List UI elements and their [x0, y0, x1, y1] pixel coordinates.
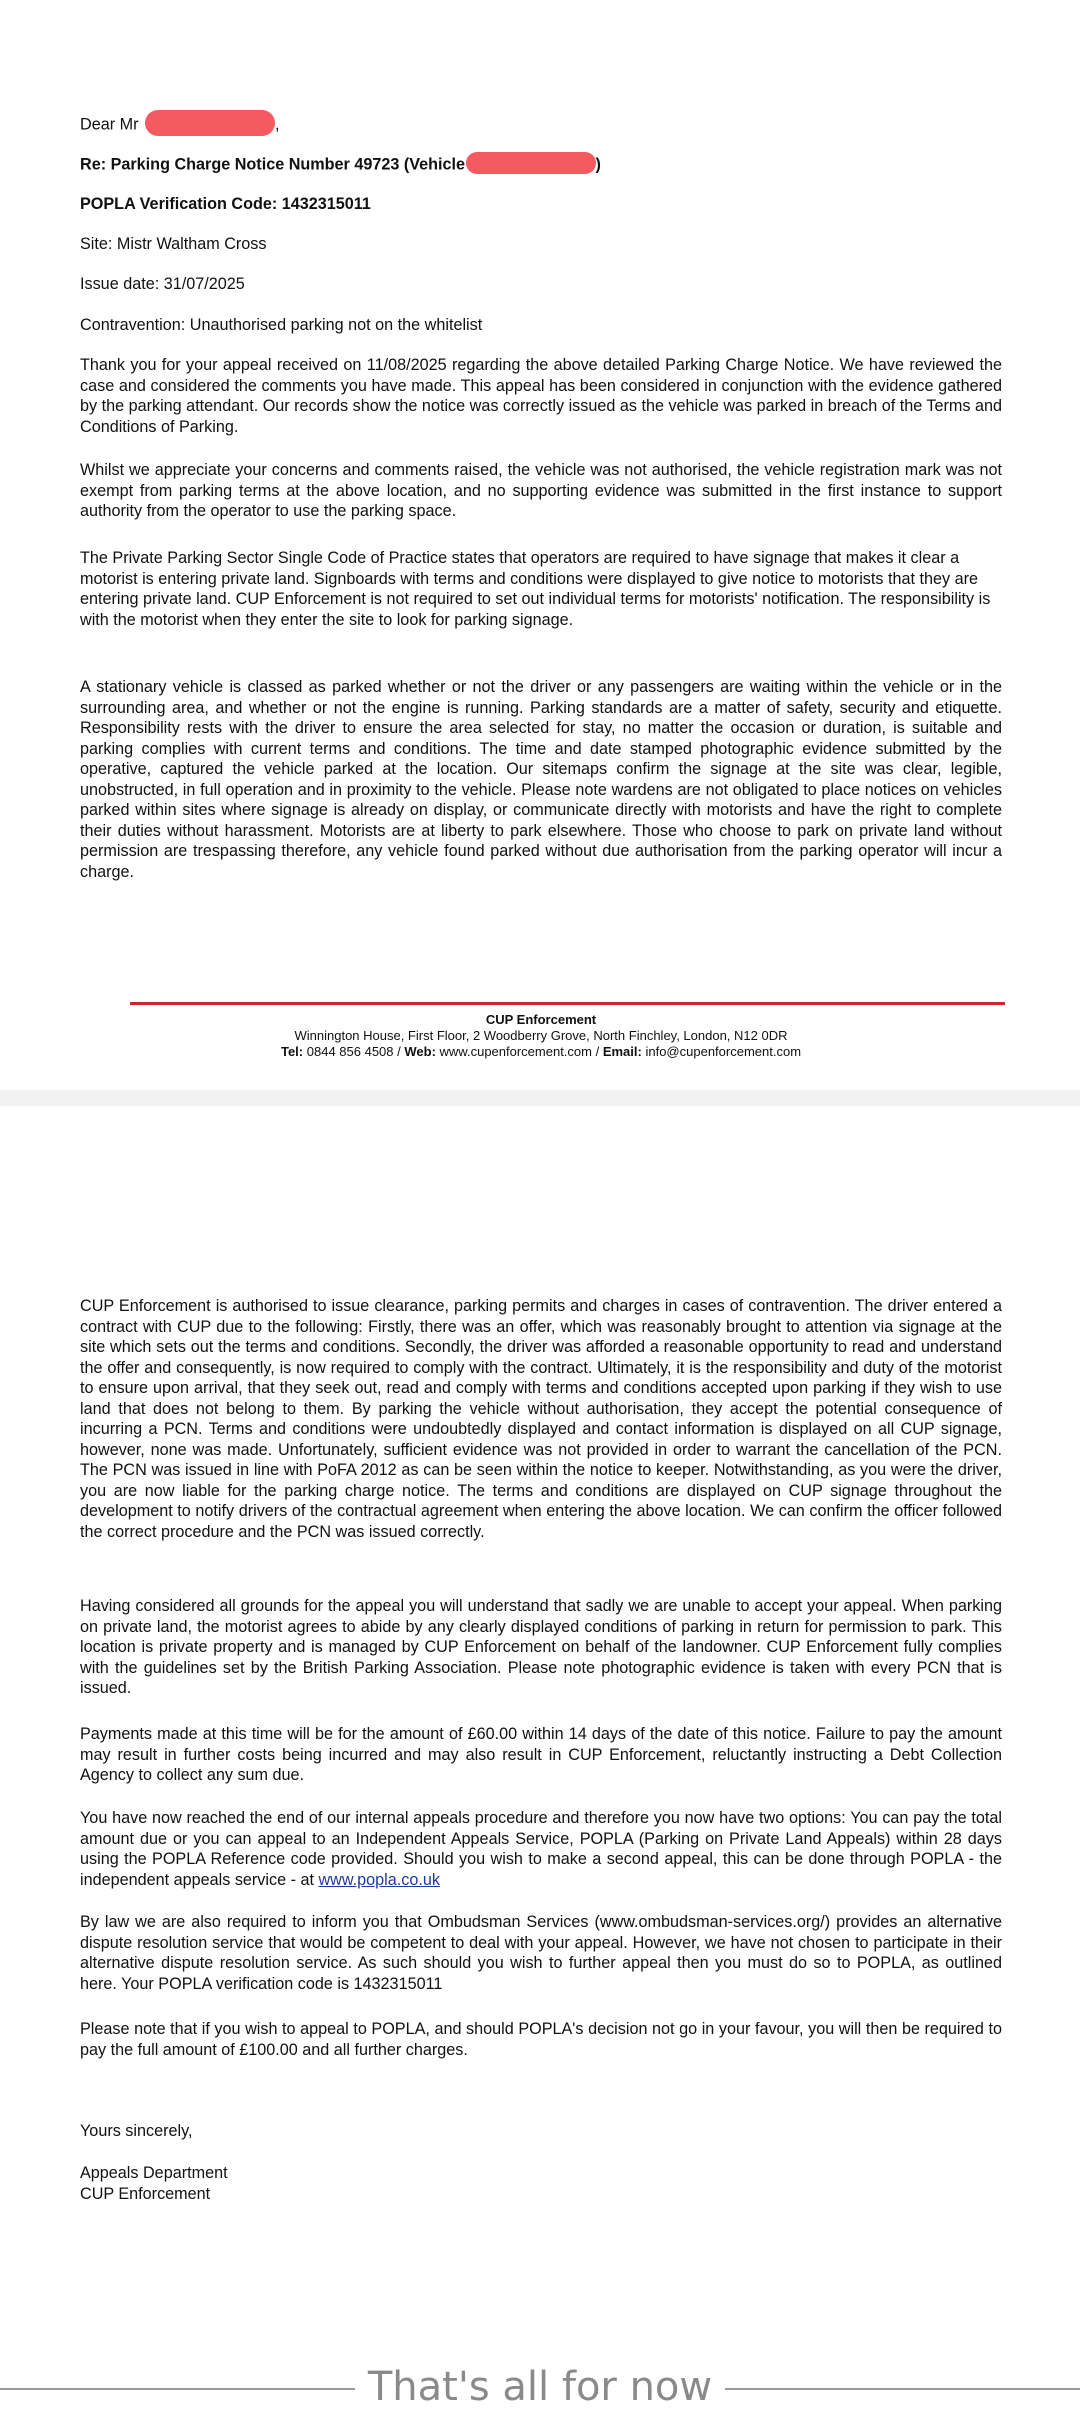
paragraph-authorised-to-issue: CUP Enforcement is authorised to issue clearance, parking permits and charges in cases of contravention. The driver entered a contract with CUP due to the following: Firstly, there was an offer, which was reasonably brought to attention via signage at the site which sets out the terms and conditions. Secondly, the driver was afforded a reasonable opportunity to read and understand the offer and consequently, is now required to comply with the contract. Ultimately, it is the responsibility and duty of the motorist to ensure upon arrival, that they seek out, read and comply with terms and conditions accepted upon parking if they wish to use land that does not belong to them. By parking the vehicle without authorisation, they accept the potential consequence of incurring a PCN. Terms and conditions were undoubtedly displayed and contact information is displayed on all CUP signage, however, none was made. Unfortunately, sufficient evidence was not provided in order to warrant the cancellation of the PCN. The PCN was issued in line with PoFA 2012 as can be seen within the notice to keeper. Notwithstanding, as you were the driver, you are now liable for the parking charge notice. The terms and conditions are displayed on CUP signage throughout the development to notify drivers of the contractual agreement when entering the above location. We can confirm the officer followed the correct procedure and the PCN was issued correctly. — [80, 1297, 1002, 1541]
paragraph-stationary-vehicle: A stationary vehicle is classed as parked whether or not the driver or any passengers are waiting within the vehicle or in the surrounding area, and whether or not the engine is running. Parking standards are a matter of safety, security and etiquette. Responsibility rests with the driver to ensure the area selected for stay, no matter the occasion or duration, is suitable and parking complies with current terms and conditions. The time and date stamped photographic evidence submitted by the operative, captured the vehicle parked at the location. Our sitemaps confirm the signage at the site was clear, legible, unobstructed, in full operation and in proximity to the vehicle. Please note wardens are not obligated to place notices on vehicles parked within sites where signage is already on display, or communicate directly with motorists and have the right to complete their duties without harassment. Motorists are at liberty to park elsewhere. Those who choose to park on private land without permission are trespassing therefore, any vehicle found parked without due authorisation from the parking operator will incur a charge. — [80, 678, 1002, 881]
reference-line — [80, 154, 1002, 176]
salutation-tail: , — [274, 115, 280, 134]
end-of-content-banner: That's all for now — [367, 2364, 713, 2410]
footer-email: info@cupenforcement.com — [645, 1044, 802, 1059]
footer-tel-label: Tel: — [280, 1044, 304, 1059]
popla-options-text: You have now reached the end of our internal appeals procedure and therefore you now have two options: You can pay the total amount due or you can appeal to an Independent Appeals Service, POPLA (Parking on Private Land Appeals) within 28 days using the POPLA Reference code provided. Should you wish to make a second appeal, this can be done through POPLA - the independent appeals service - at — [80, 1809, 1002, 1889]
contravention-line: Contravention: Unauthorised parking not on the whitelist — [80, 316, 483, 334]
footer-address: Winnington House, First Floor, 2 Woodberry Grove, North Finchley, London, N12 0DR — [294, 1028, 788, 1043]
paragraph-appeal-received: Thank you for your appeal received on 11/08/2025 regarding the above detailed Parking Charge Notice. We have reviewed the case and considered the comments you have made. This appeal has been considered in conjunction with the evidence gathered by the parking attendant. Our records show the notice was correctly issued as the vehicle was parked in breach of the Terms and Conditions of Parking. — [80, 356, 1002, 436]
paragraph-popla-options — [80, 1808, 1002, 1890]
signature-organisation: CUP Enforcement — [80, 2184, 211, 2203]
site-line: Site: Mistr Waltham Cross — [80, 235, 267, 253]
footer-separator: / — [393, 1044, 405, 1059]
signature-department: Appeals Department — [80, 2164, 228, 2182]
footer-web-label: Web: — [404, 1044, 436, 1059]
salutation: Dear Mr — [80, 115, 139, 134]
footer-web: www.cupenforcement.com — [439, 1044, 592, 1059]
paragraph-appeal-rejected: Having considered all grounds for the appeal you will understand that sadly we are unable to accept your appeal. When parking on private land, the motorist agrees to abide by any clearly displayed conditions of parking in return for permission to park. This location is private property and is managed by CUP Enforcement on behalf of the landowner. CUP Enforcement fully complies with the guidelines set by the British Parking Association. Please note photographic evidence is taken with every PCN that is issued. — [80, 1597, 1002, 1697]
paragraph-code-of-practice: The Private Parking Sector Single Code of Practice states that operators are required to have signage that makes it clear a motorist is entering private land. Signboards with terms and conditions were displayed to give notice to motorists that they are entering private land. CUP Enforcement is not required to set out individual terms for motorists' notification. The responsibility is with the motorist when they enter the site to look for parking signage. — [80, 549, 991, 629]
redacted-vehicle — [466, 152, 596, 174]
reference-text: Re: Parking Charge Notice Number 49723 (Vehicle — [80, 155, 466, 174]
popla-verification-code: POPLA Verification Code: 1432315011 — [80, 195, 371, 213]
paragraph-not-authorised: Whilst we appreciate your concerns and comments raised, the vehicle was not authorised, the vehicle registration mark was not exempt from parking terms at the above location, and no supporting evidence was submitted in the first instance to support authority from the operator to use the parking space. — [80, 461, 1002, 520]
footer-separator: / — [591, 1044, 603, 1059]
salutation-line — [80, 112, 1002, 138]
closing: Yours sincerely, — [80, 2122, 193, 2140]
footer-tel: 0844 856 4508 — [306, 1044, 394, 1059]
issue-date-line: Issue date: 31/07/2025 — [80, 275, 245, 293]
reference-tail: ) — [595, 155, 601, 174]
footer-email-label: Email: — [602, 1044, 642, 1059]
footer-company: CUP Enforcement — [485, 1012, 597, 1027]
letter-footer — [80, 1012, 1002, 1060]
footer-divider — [130, 1002, 1005, 1005]
footer-contact — [80, 1044, 1002, 1060]
page-break — [0, 1090, 1080, 1106]
paragraph-ombudsman: By law we are also required to inform you that Ombudsman Services (www.ombudsman-services.org/) provides an alternative dispute resolution service that would be competent to deal with your appeal. However, we have not chosen to participate in their alternative dispute resolution service. As such should you wish to further appeal then you must do so to POPLA, as outlined here. Your POPLA verification code is 1432315011 — [80, 1913, 1002, 1993]
letter-page-1 — [0, 0, 1080, 1090]
redacted-name — [145, 110, 275, 136]
popla-website-link[interactable]: www.popla.co.uk — [318, 1870, 440, 1889]
paragraph-popla-final: Please note that if you wish to appeal to POPLA, and should POPLA's decision not go in your favour, you will then be required to pay the full amount of £100.00 and all further charges. — [80, 2020, 1002, 2059]
paragraph-payment: Payments made at this time will be for the amount of £60.00 within 14 days of the date of this notice. Failure to pay the amount may result in further costs being incurred and may also result in CUP Enforcement, reluctantly instructing a Debt Collection Agency to collect any sum due. — [80, 1725, 1002, 1784]
